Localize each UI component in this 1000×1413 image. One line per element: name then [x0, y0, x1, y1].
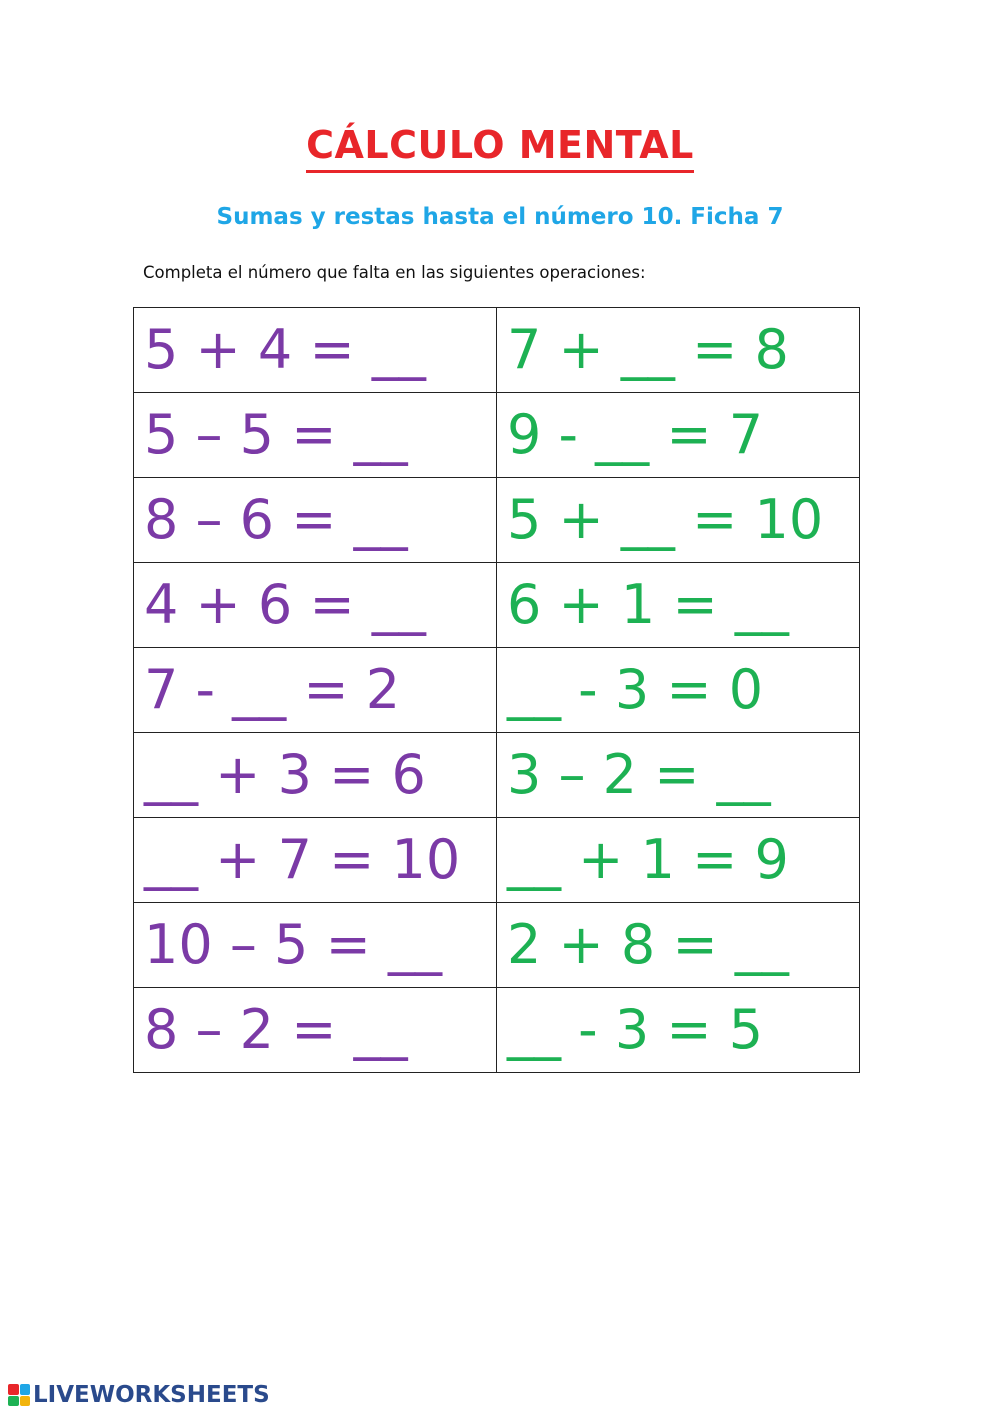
operations-table — [133, 307, 860, 1073]
logo-square-red — [8, 1384, 19, 1395]
logo-square-blue — [20, 1384, 31, 1395]
operation-row — [134, 733, 860, 818]
operation-cell-left[interactable]: 10 – 5 = __ — [134, 903, 497, 988]
operation-cell-right[interactable]: __ - 3 = 5 — [497, 988, 860, 1073]
liveworksheets-logo-icon — [8, 1384, 30, 1406]
operation-cell-right[interactable]: 6 + 1 = __ — [497, 563, 860, 648]
operation-cell-left[interactable]: 8 – 6 = __ — [134, 478, 497, 563]
operation-row — [134, 903, 860, 988]
logo-square-yellow — [20, 1396, 31, 1407]
operation-cell-left[interactable]: __ + 3 = 6 — [134, 733, 497, 818]
worksheet-title-text: CÁLCULO MENTAL — [306, 122, 694, 173]
logo-square-green — [8, 1396, 19, 1407]
operation-row — [134, 563, 860, 648]
operation-cell-left[interactable]: 7 - __ = 2 — [134, 648, 497, 733]
operation-cell-right[interactable]: 2 + 8 = __ — [497, 903, 860, 988]
operation-cell-left[interactable]: __ + 7 = 10 — [134, 818, 497, 903]
operation-cell-left[interactable]: 4 + 6 = __ — [134, 563, 497, 648]
operation-cell-right[interactable]: __ + 1 = 9 — [497, 818, 860, 903]
operation-cell-right[interactable]: 3 – 2 = __ — [497, 733, 860, 818]
operation-row — [134, 393, 860, 478]
operation-cell-right[interactable]: __ - 3 = 0 — [497, 648, 860, 733]
worksheet-subtitle: Sumas y restas hasta el número 10. Ficha 7 — [216, 204, 784, 230]
operation-cell-left[interactable]: 8 – 2 = __ — [134, 988, 497, 1073]
footer-brand-text: LIVEWORKSHEETS — [33, 1382, 270, 1408]
operation-row — [134, 478, 860, 563]
operation-cell-right[interactable]: 5 + __ = 10 — [497, 478, 860, 563]
operation-cell-right[interactable]: 9 - __ = 7 — [497, 393, 860, 478]
operation-row — [134, 818, 860, 903]
operation-cell-right[interactable]: 7 + __ = 8 — [497, 308, 860, 393]
operation-row — [134, 988, 860, 1073]
operation-row — [134, 648, 860, 733]
worksheet-instructions: Completa el número que falta en las siguientes operaciones: — [143, 263, 646, 282]
footer-brand — [8, 1382, 270, 1408]
operation-cell-left[interactable]: 5 + 4 = __ — [134, 308, 497, 393]
operation-row — [134, 308, 860, 393]
operation-cell-left[interactable]: 5 – 5 = __ — [134, 393, 497, 478]
worksheet-title — [0, 122, 1000, 173]
